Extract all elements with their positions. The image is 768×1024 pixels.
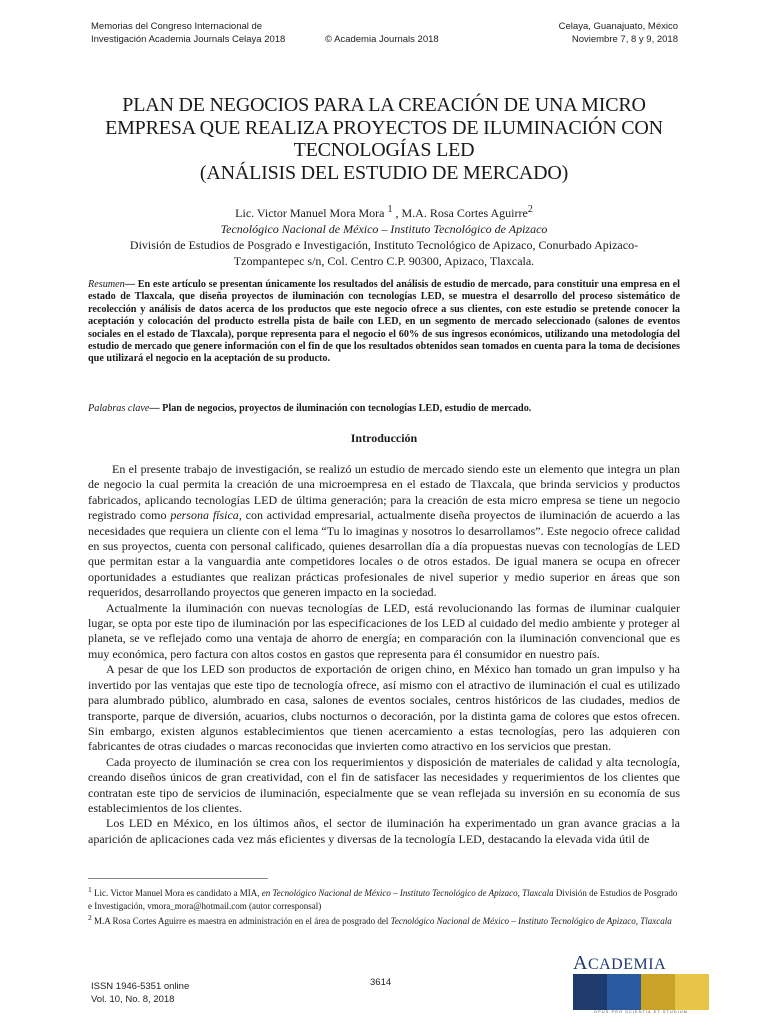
logo-color-band — [573, 974, 709, 1010]
footnote-1-italic: en Tecnológico Nacional de México – Instituto Tecnológico de Apizaco, Tlaxcala — [261, 888, 554, 898]
author-block — [88, 202, 680, 269]
title-line2: EMPRESA QUE REALIZA PROYECTOS DE ILUMINACIÓN CON — [105, 116, 663, 139]
author-1: Lic. Victor Manuel Mora Mora — [235, 206, 385, 220]
running-header-right — [559, 20, 678, 46]
header-right-line1: Celaya, Guanajuato, México — [558, 21, 678, 32]
abstract-dash: — — [124, 279, 138, 290]
footnote-2-mark: 2 — [88, 913, 92, 922]
institution: Tecnológico Nacional de México – Instituto Tecnológico de Apizaco — [220, 222, 548, 236]
footnote-2-part-a: M.A Rosa Cortes Aguirre es maestra en administración en el área de posgrado del — [91, 916, 391, 926]
title-line4: (ANÁLISIS DEL ESTUDIO DE MERCADO) — [199, 161, 569, 184]
abstract-label: Resumen — [88, 279, 125, 290]
logo-band-2 — [607, 974, 641, 1010]
logo-band-1 — [573, 974, 607, 1010]
footnote-1 — [88, 884, 680, 912]
header-left-line1: Memorias del Congreso Internacional de — [91, 21, 263, 32]
footnote-2-italic: Tecnológico Nacional de México – Instituto Tecnológico de Apizaco, Tlaxcala — [390, 916, 672, 926]
author-2-footnote-mark: 2 — [527, 204, 533, 215]
footnote-1-part-a: Lic. Victor Manuel Mora es candidato a MIA, — [91, 888, 262, 898]
keywords-dash: — — [149, 403, 163, 414]
logo-motto: OPUS PRO SCIENTIA ET STUDIUM — [594, 1009, 688, 1014]
footnotes — [88, 884, 680, 928]
affiliation-line2: Tzompantepec s/n, Col. Centro C.P. 90300, Apizaco, Tlaxcala. — [233, 254, 535, 268]
logo-band-4 — [675, 974, 709, 1010]
paragraph-1 — [88, 462, 680, 601]
logo-band-3 — [641, 974, 675, 1010]
running-header-left — [91, 20, 311, 46]
author-line — [88, 202, 680, 221]
header-left-line2: Investigación Academia Journals Celaya 2018 — [91, 34, 286, 45]
academia-journals-logo — [573, 952, 709, 1014]
footnote-1-mark: 1 — [88, 885, 92, 894]
footer-issn: ISSN 1946-5351 online — [91, 981, 190, 992]
section-heading-introduction: Introducción — [350, 431, 418, 445]
logo-letter-a: A — [573, 952, 588, 974]
paragraph-5: Los LED en México, en los últimos años, el sector de iluminación ha experimentado un gran avance gracias a la aparición de aplicaciones cada vez más eficientes y diversas de la tecnología LED, destacando la elevada vida útil de — [88, 816, 680, 846]
keywords-label: Palabras clave — [88, 403, 150, 414]
paper-title — [88, 94, 680, 184]
paragraph-1-part-a: En el presente trabajo de investigación, se realizó un estudio de mercado siendo este un elemento que integra un plan de negocio la cual permita la creación de una microempresa en el estado de Tlaxcala, que brinda servicios y productos fabricados, aplicando tecnologías LED de última generación; para la creación de esta micro empresa se tiene un negocio registrado como — [88, 462, 680, 523]
introduction-body — [88, 462, 680, 847]
keywords-text: Plan de negocios, proyectos de iluminación con tecnologías LED, estudio de mercado. — [162, 403, 532, 414]
abstract-text: En este artículo se presentan únicamente los resultados del análisis de estudio de mercado, para constituir una empresa en el estado de Tlaxcala, que diseña proyectos de iluminación con tecnologías LED, se muestra el desarrollo del proceso sistemático de recolección y análisis de datos acerca de los productos que este negocio ofrece a sus clientes, con este estudio se pretende conocer la aceptación y colocación del producto estrella pista de baile con LED, en un segmento de mercado seleccionado (salones de eventos sociales en el estado de Tlaxcala), porque representa para el negocio el 60% de sus ingresos económicos, utilizando una metodología del estudio de mercado que genere información con el fin de que los resultados obtenidos sean tomados en cuenta para la toma de decisiones que utilizará el negocio en la aceptación de su producto. — [88, 279, 681, 365]
running-header-center: © Academia Journals 2018 — [325, 34, 439, 45]
paragraph-2: Actualmente la iluminación con nuevas tecnologías de LED, está revolucionando las formas de iluminar cualquier lugar, se opta por este tipo de iluminación por las especificaciones de los LED al cuidado del medio ambiente y proteger al planeta, se ve reflejado como una ventaja de ahorro de energía; en comparación con la iluminación convencional que es muy económica, pero factura con altos costos en gastos que representa para él consumidor en nuestro país. — [88, 600, 680, 661]
paragraph-3: A pesar de que los LED son productos de exportación de origen chino, en México han tomado un gran impulso y ha invertido por las ventajas que este tipo de tecnología ofrece, así mismo con el atractivo de iluminación el cual es utilizado para alumbrado público, alumbrado en casa, salones de eventos sociales, centros históricos de las ciudades, medios de transporte, parque de diversión, acuarios, clubs nocturnos o decoración, por la distinta gama de colores que estos ofrecen. Sin embargo, existen algunos establecimientos que tienen acercamiento a estas tecnologías, pero las adquieren con fabricantes de otras ciudades o marcas reconocidas que invierten como atractivo en los servicios que prestan. — [88, 662, 680, 754]
title-line1: PLAN DE NEGOCIOS PARA LA CREACIÓN DE UNA MICRO — [122, 94, 646, 116]
page-number: 3614 — [370, 977, 392, 988]
paragraph-1-part-b: , con actividad empresarial, actualmente diseña proyectos de iluminación de acuerdo a las necesidades que requiera un cliente con el lema “Tu lo imaginas y nosotros lo desarrollamos”. Este negocio ofrece calidad en sus proyectos, cuenta con personal calificado, quienes desarrollan día a día propuestas nuevas con tecnologías de LED que permitan estar a la vanguardia ante competidores locales o de otros estados. De igual manera se ocupa en ofrecer oportunidades a estudiantes que realizan prácticas profesionales de nivel superior y medio superior en áreas que son requeridos, desarrollando proyectos que generen impacto en la sociedad. — [88, 508, 680, 600]
footer-volume: Vol. 10, No. 8, 2018 — [91, 994, 175, 1005]
header-right-line2: Noviembre 7, 8 y 9, 2018 — [571, 34, 678, 45]
footnote-2 — [88, 912, 680, 928]
paragraph-1-italic: persona física — [170, 508, 239, 523]
footnote-divider — [88, 878, 268, 879]
keywords — [88, 403, 680, 415]
author-2: , M.A. Rosa Cortes Aguirre — [392, 206, 528, 220]
paragraph-4: Cada proyecto de iluminación se crea con los requerimientos y disposición de materiales de calidad y alta tecnología, creando diseños únicos de gran creatividad, con el fin de satisfacer las necesidades y requerimientos de los clientes que contratan este tipo de servicios de iluminación, especialmente que se vean reflejada su inversión en su economía de sus establecimientos de los clientes. — [88, 754, 680, 815]
affiliation-line1: División de Estudios de Posgrado e Investigación, Instituto Tecnológico de Apizaco, Conurbado Apizaco- — [129, 238, 639, 252]
title-line3: TECNOLOGÍAS LED — [293, 139, 475, 161]
author-1-footnote-mark: 1 — [387, 204, 393, 215]
footer-issn-block — [91, 980, 189, 1006]
footnote-1-part-b: División de Estudios de Posgrado e Investigación, vmora_mora@hotmail.com (autor corresponsal) — [88, 888, 678, 911]
abstract — [88, 279, 680, 366]
logo-word-cademia: CADEMIA — [587, 956, 666, 973]
